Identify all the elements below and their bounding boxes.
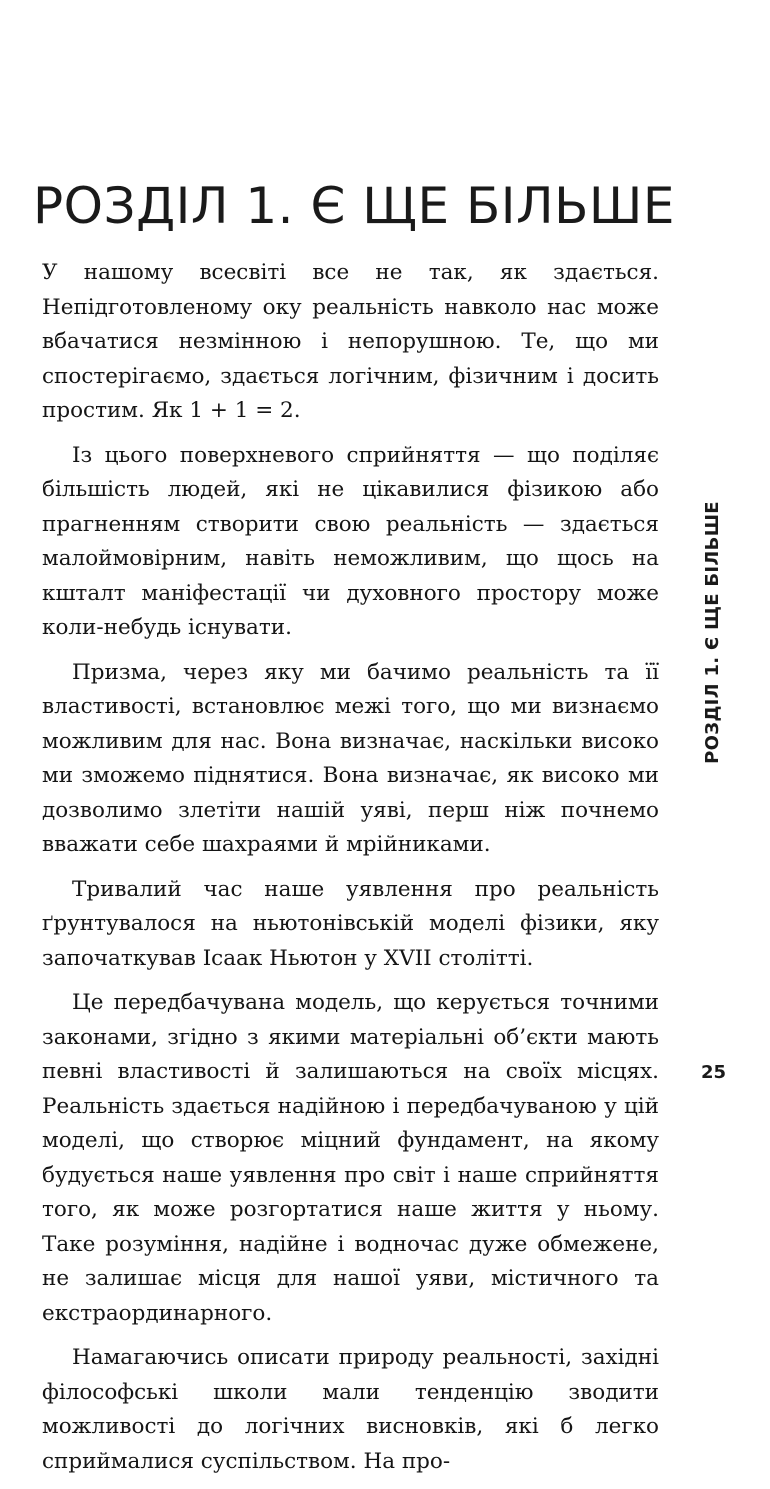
chapter-heading: РОЗДІЛ 1. Є ЩЕ БІЛЬШЕ xyxy=(33,177,675,235)
paragraph: Намагаючись описати природу реальності, західні філософські школи мали тенденцію зводити можливості до логічних висновків, які б легко сприймалися суспільством. На про- xyxy=(42,1345,659,1474)
running-head xyxy=(684,501,740,764)
paragraph: Це передбачувана модель, що керується точними законами, згідно з якими матеріальні об’єкти мають певні властивості й залишаються на своїх місцях. Реальність здається надійною і передбачуваною у цій моделі, що створює міцний фундамент, на якому будується наше уявлення про світ і наше сприйняття того, як може розгортатися наше життя у ньому. Таке розуміння, надійне і водночас дуже обмежене, не залишає місця для нашої уяви, містичного та екстраординарного. xyxy=(42,990,659,1326)
page-number: 25 xyxy=(701,1062,727,1083)
body-text xyxy=(42,256,659,1489)
paragraph: Призма, через яку ми бачимо реальність та її властивості, встановлює межі того, що ми визнаємо можливим для нас. Вона визначає, наскільки високо ми зможемо піднятися. Вона визначає, як високо ми дозволимо злетіти нашій уяві, перш ніж почнемо вважати себе шахраями й мрійниками. xyxy=(42,659,659,857)
running-head-text: РОЗДІЛ 1. Є ЩЕ БІЛЬШЕ xyxy=(701,501,723,764)
paragraph: Тривалий час наше уявлення про реальність ґрунтувалося на ньютонівській моделі фізики, яку започаткував Ісаак Ньютон у XVII столітті. xyxy=(42,876,659,971)
paragraph: Із цього поверхневого сприйняття — що поділяє більшість людей, які не цікавилися фізикою або прагненням створити свою реальність — здається малоймовірним, навіть неможливим, що щось на кшталт маніфестації чи духовного простору може коли-небудь існувати. xyxy=(42,442,659,640)
paragraph: У нашому всесвіті все не так, як здається. Непідготовленому оку реальність навколо нас може вбачатися незмінною і непорушною. Те, що ми спостерігаємо, здається логічним, фізичним і досить простим. Як 1 + 1 = 2. xyxy=(42,260,659,423)
